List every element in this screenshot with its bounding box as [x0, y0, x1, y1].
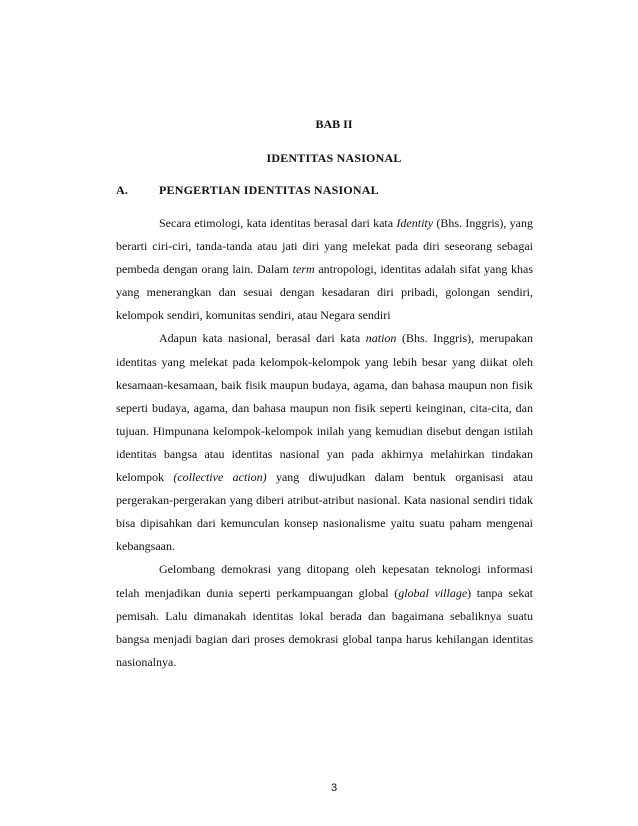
chapter-title: IDENTITAS NASIONAL: [266, 151, 402, 165]
paragraph-text: Adapun kata nasional, berasal dari kata: [159, 331, 366, 346]
paragraph-text: (Bhs. Inggris), merupakan identitas yang melekat pada kelompok-kelompok yang lebih besar yang diikat oleh kesamaan-kesamaan, baik fisik maupun budaya, agama, dan bahasa maupun non fisik seperti budaya, agama, dan bahasa maupun non fisik seperti keinginan, cita-cita, dan tujuan. Himpunana kelompok-kelompok inilah yang kemudian disebut dengan istilah identitas bangsa atau identitas nasional yan pada akhirnya melahirkan tindakan kelompok: [116, 331, 533, 485]
paragraph-etimologi: [116, 212, 533, 327]
italic-term: (collective action): [173, 470, 267, 485]
body-text: [116, 212, 533, 674]
paragraph-demokrasi: [116, 558, 533, 673]
paragraph-text: Secara etimologi, kata identitas berasal dari kata: [159, 216, 397, 230]
italic-term: nation: [365, 331, 397, 346]
page-number: 3: [330, 782, 338, 794]
paragraph-nasional: [116, 327, 533, 558]
paragraph-text: yang diwujudkan dalam bentuk organisasi atau pergerakan-pergerakan yang diberi atribut-atribut nasional. Kata nasional sendiri tidak bisa dipisahkan dari kemunculan konsep nasionalisme yaitu suatu paham mengenai kebangsaan.: [116, 470, 533, 554]
chapter-heading: BAB II: [315, 117, 353, 131]
section-number: A.: [116, 183, 129, 197]
italic-term: term: [292, 262, 315, 277]
paragraph-text: antropologi, identitas adalah sifat yang khas yang menerangkan dan sesuai dengan kesadaran diri pribadi, golongan sendiri, kelompok sendiri, komunitas sendiri, atau Negara sendiri: [116, 262, 533, 323]
section-heading: [116, 183, 379, 198]
paragraph-text: (Bhs. Inggris), yang berarti ciri-ciri, tanda-tanda atau jati diri yang melekat pada diri seseorang sebagai pembeda dengan orang lain. Dalam: [116, 216, 533, 277]
italic-term: Identity: [396, 216, 434, 230]
paragraph-text: Gelombang demokrasi yang ditopang oleh kepesatan teknologi informasi telah menjadikan dunia seperti perkampuangan global (: [116, 562, 533, 600]
paragraph-text: ) tanpa sekat pemisah. Lalu dimanakah identitas lokal berada dan bagaimana sebaliknya suatu bangsa menjadi bagian dari proses demokrasi global tanpa harus kehilangan identitas nasionalnya.: [116, 585, 534, 669]
italic-term: global village: [398, 585, 468, 600]
section-title: PENGERTIAN IDENTITAS NASIONAL: [159, 183, 379, 197]
